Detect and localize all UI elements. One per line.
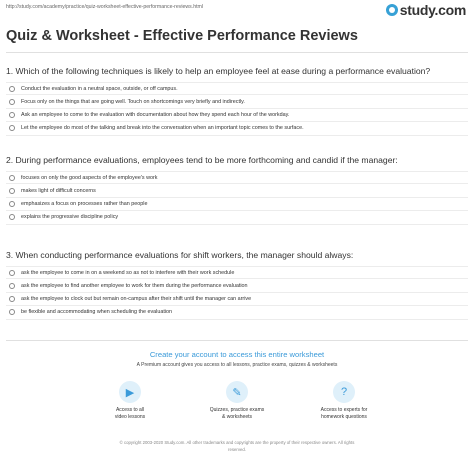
answer-text: Ask an employee to come to the evaluation with documentation about how they spend each hour of the workday. xyxy=(21,111,290,118)
video-icon: ▶ xyxy=(119,381,141,403)
study-logo[interactable] xyxy=(386,3,466,17)
question-2 xyxy=(6,155,468,225)
top-bar xyxy=(0,0,474,22)
feature-video-lessons xyxy=(80,381,180,420)
study-logo-icon xyxy=(386,4,398,16)
radio-icon[interactable] xyxy=(9,86,15,92)
cta-divider xyxy=(6,340,468,341)
answer-text: focuses on only the good aspects of the employee's work xyxy=(21,174,158,181)
feature-experts xyxy=(294,381,394,420)
radio-icon[interactable] xyxy=(9,296,15,302)
answer-option[interactable] xyxy=(6,306,468,319)
radio-icon[interactable] xyxy=(9,201,15,207)
question-3 xyxy=(6,250,468,320)
answer-option[interactable] xyxy=(6,198,468,211)
copyright-line-2: reserved. xyxy=(228,447,246,452)
copyright-line-1: © copyright 2003-2020 Study.com. All other trademarks and copyrights are the property of their respective owners. All rights xyxy=(119,440,355,445)
feature-label: Access to experts for homework questions xyxy=(320,407,368,420)
question-text: 3. When conducting performance evaluations for shift workers, the manager should always: xyxy=(6,250,354,260)
title-divider xyxy=(6,52,468,53)
logo-text: study.com xyxy=(399,2,466,18)
answer-text: emphasizes a focus on processes rather than people xyxy=(21,200,148,207)
answer-text: ask the employee to clock out but remain on-campus after their shift until the manager can arrive xyxy=(21,295,252,302)
answer-option[interactable] xyxy=(6,82,468,95)
cta-subtitle: A Premium account gives you access to all lessons, practice exams, quizzes & worksheets xyxy=(136,362,338,368)
feature-quizzes xyxy=(187,381,287,420)
question-text: 2. During performance evaluations, employees tend to be more forthcoming and candid if the manager: xyxy=(6,155,398,165)
answer-text: be flexible and accommodating when scheduling the evaluation xyxy=(21,309,173,316)
radio-icon[interactable] xyxy=(9,214,15,220)
answer-option[interactable] xyxy=(6,211,468,224)
cta-title[interactable]: Create your account to access this entire worksheet xyxy=(149,350,325,359)
question-text: 1. Which of the following techniques is likely to help an employee feel at ease during a performance evaluation? xyxy=(6,66,431,76)
radio-icon[interactable] xyxy=(9,283,15,289)
answer-option[interactable] xyxy=(6,184,468,197)
expert-icon: ? xyxy=(333,381,355,403)
radio-icon[interactable] xyxy=(9,270,15,276)
premium-features xyxy=(80,381,394,420)
answer-option[interactable] xyxy=(6,122,468,135)
answer-text: ask the employee to come in on a weekend so as not to interfere with their work schedule xyxy=(21,269,235,276)
answer-option[interactable] xyxy=(6,279,468,292)
feature-label: Access to all video lessons xyxy=(114,407,146,420)
answer-text: ask the employee to find another employee to work for them during the performance evaluation xyxy=(21,282,248,289)
answer-text: makes light of difficult concerns xyxy=(21,187,96,194)
answer-options xyxy=(6,171,468,225)
answer-option[interactable] xyxy=(6,95,468,108)
page-url: http://study.com/academy/practice/quiz-worksheet-effective-performance-reviews.html xyxy=(6,4,204,10)
feature-label: Quizzes, practice exams & worksheets xyxy=(209,407,265,420)
radio-icon[interactable] xyxy=(9,99,15,105)
radio-icon[interactable] xyxy=(9,125,15,131)
answer-option[interactable] xyxy=(6,171,468,184)
answer-text: explains the progressive discipline policy xyxy=(21,214,119,221)
answer-option[interactable] xyxy=(6,266,468,279)
answer-text: Let the employee do most of the talking and break into the conversation when an important topic comes to the surface. xyxy=(21,125,304,132)
radio-icon[interactable] xyxy=(9,112,15,118)
page-title: Quiz & Worksheet - Effective Performance Reviews xyxy=(6,28,358,44)
answer-option[interactable] xyxy=(6,293,468,306)
answer-text: Conduct the evaluation in a neutral space, outside, or off campus. xyxy=(21,85,178,92)
radio-icon[interactable] xyxy=(9,309,15,315)
radio-icon[interactable] xyxy=(9,188,15,194)
answer-options xyxy=(6,82,468,136)
radio-icon[interactable] xyxy=(9,175,15,181)
answer-option[interactable] xyxy=(6,109,468,122)
answer-text: Focus only on the things that are going well. Touch on shortcomings very briefly and indirectly. xyxy=(21,98,245,105)
answer-options xyxy=(6,266,468,320)
quiz-icon: ✎ xyxy=(226,381,248,403)
signup-cta xyxy=(100,350,374,368)
question-1 xyxy=(6,66,468,136)
